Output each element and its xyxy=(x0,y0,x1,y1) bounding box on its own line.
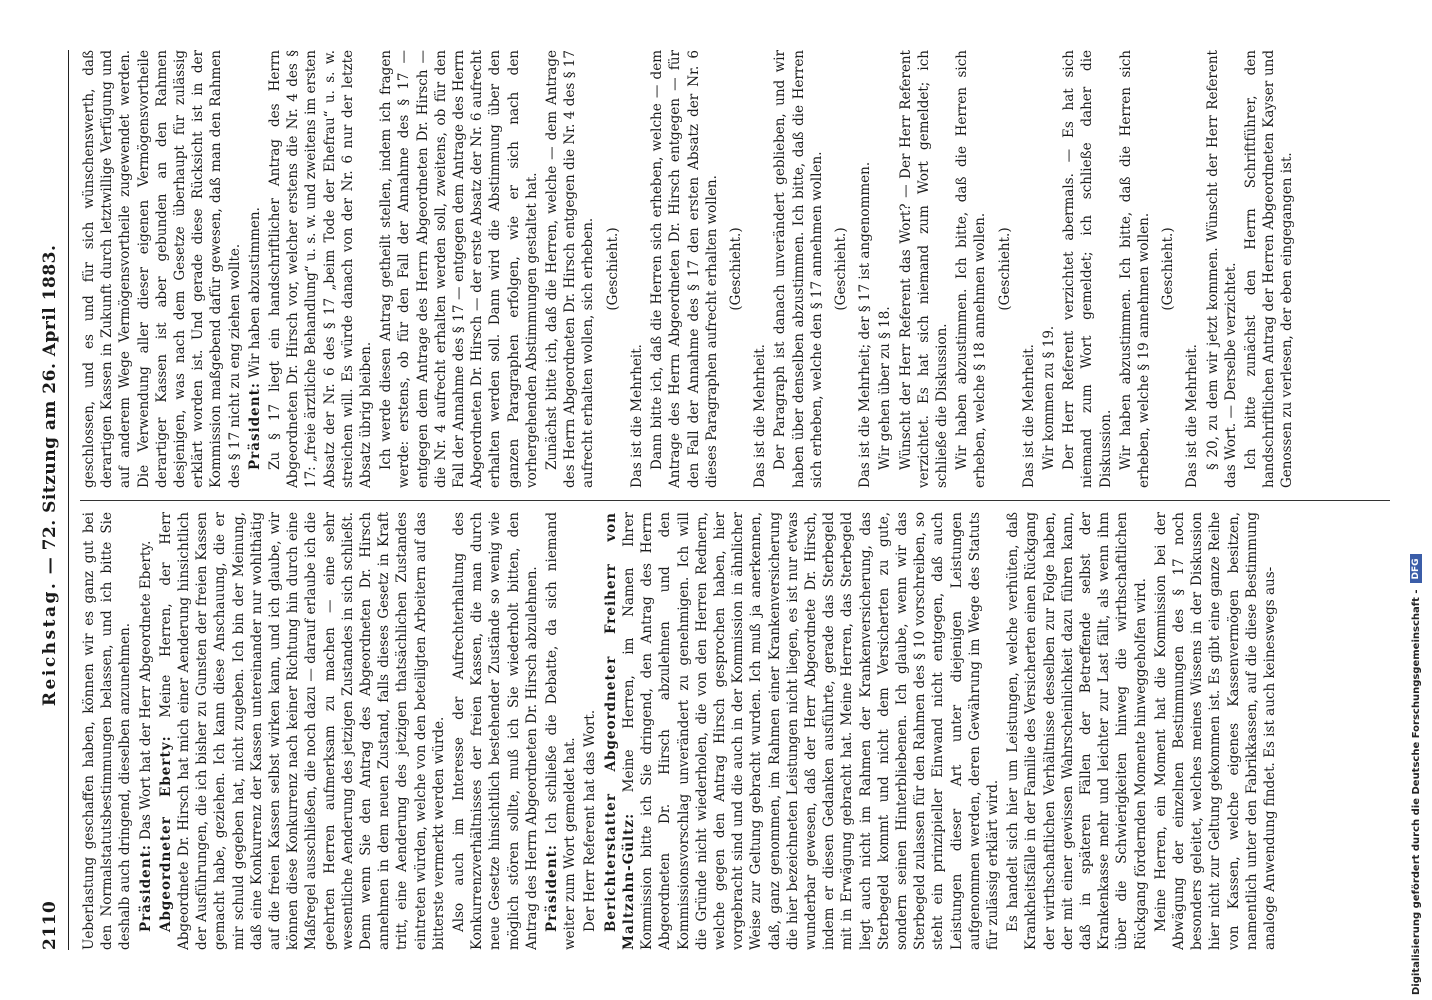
paragraph xyxy=(450,512,541,950)
dfg-watermark xyxy=(1405,5,1427,995)
paragraph-text: Wir haben abzustimmen. Ich bitte, daß die Herren sich erheben, welche § 19 annehmen wollen. xyxy=(1117,50,1152,488)
paragraph-text: Meine Herren, im Namen Ihrer Kommission bitte ich Sie dringend, den Antrag des Herrn Abgeordneten Dr. Hirsch abzulehnen und den Kommissionsvorschlag unverändert zu genehmigen. Ich will die Gründe nicht wiederholen, die von den Herren Rednern, welche gegen den Antrag Hirsch gesprochen haben, hier vorgebracht sind und die auch in der Kommission in ähnlicher Weise zur Geltung gebracht wurden. Ich muß ja anerkennen, daß, ganz genommen, im Rahmen einer Krankenversicherung die hier bezeichneten Leistungen nicht liegen, es ist nur etwas wunderbar gewesen, daß der Herr Abgeordnete Dr. Hirsch, indem er diesen Gedanken ausführte, gerade das Sterbegeld mit in Erwägung gebracht hat. Meine Herren, das Sterbegeld liegt auch nicht im Rahmen der Krankenversicherung, das Sterbegeld kommt und nicht dem Versicherten zu gute, sondern seinen Hinterbliebenen. Ich glaube, wenn wir das Sterbegeld zulassen für den Rahmen des § 10 vorschreiben, so steht ein prinzipieller Einwand nicht entgegen, daß auch Leistungen dieser Art unter diejenigen Leistungen aufgenommen werden, deren Gewährung im Wege des Statuts für zulässig erklärt wird. xyxy=(620,512,1001,950)
speaker-name: Abgeordneter Eberty: xyxy=(157,735,174,932)
paragraph-text: Das ist die Mehrheit; der § 17 ist angenommen. xyxy=(857,161,874,488)
speaker-name: Berichterstatter Abgeordneter Freiherr von Maltzahn-Gültz: xyxy=(602,512,637,950)
stage-direction: (Geschieht.) xyxy=(727,227,744,311)
paragraph xyxy=(543,50,598,488)
paragraph-text: Ueberlastung geschaffen haben, können wir es ganz gut bei den Normalstatutsbestimmungen belassen, und ich bitte Sie deshalb auch dringend, dieselben anzunehmen. xyxy=(81,512,134,950)
paragraph xyxy=(648,50,721,488)
paragraph xyxy=(581,512,599,950)
paragraph-text: Meine Herren, der Herr Abgeordnete Dr. Hirsch hat mich einer Aenderung hinsichtlich der Ausführungen, die ich bisher zu Gunsten der freien Kassen gemacht habe, geziehen. Ich kann diese Anschauung, die er mir schuld gegeben hat, nicht zugeben. Ich bin der Meinung, daß eine Konkurrenz der Kassen untereinander nur wohlthätig auf die freien Kassen selbst wirken kann, und ich glaube, wir können diese Konkurrenz nach keiner Richtung hin durch eine Maßregel ausschließen, die noch dazu — darauf erlaube ich die geehrten Herren aufmerksam zu machen — eine sehr wesentliche Aenderung des jetzigen Zustandes in sich schließt. Denn wenn Sie den Antrag des Abgeordneten Dr. Hirsch annehmen in dem neuen Zustand, falls dieses Gesetz in Kraft tritt, eine Aenderung des jetzigen thatsächlichen Zustandes eintreten würden, welche von den beteiligten Arbeitern auf das bitterste vermerkt werden würde. xyxy=(157,512,447,950)
paragraph-text: Dann bitte ich, daß die Herren sich erheben, welche — dem Antrage des Herrn Abgeordneten Dr. Hirsch entgegen — für den Fall der Annahme des § 17 den ersten Absatz der Nr. 6 dieses Paragraphen aufrecht erhalten wollen. xyxy=(649,50,720,488)
paragraph-text: § 20, zu dem wir jetzt kommen. Wünscht der Herr Referent das Wort. — Derselbe verzichtet. xyxy=(1204,50,1239,488)
speaker-name: Präsident: xyxy=(544,844,561,932)
paragraph-text: Zunächst bitte ich, daß die Herren, welche — dem Antrage des Herrn Abgeordneten Dr. Hirsch entgegen die Nr. 4 des § 17 aufrecht erhalten wollen, sich erheben. xyxy=(544,50,597,488)
paragraph xyxy=(1004,512,1150,950)
stage-direction: (Geschieht.) xyxy=(996,227,1013,311)
paragraph-text: Wir gehen über zu § 18. xyxy=(877,306,894,470)
paragraph-text: Wünscht der Herr Referent das Wort? — Der Herr Referent verzichtet. Es hat sich niemand zum Wort gemeldet; ich schließe die Diskussion. xyxy=(897,50,950,488)
paragraph-text: Wir haben abzustimmen. Ich bitte, daß die Herren sich erheben, welche § 18 annehmen wollen. xyxy=(954,50,989,488)
paragraph-text: Also auch im Interesse der Aufrechterhaltung des Konkurrenzverhältnisses der freien Kassen, die man durch neue Gesetze hinsichtlich bestehender Zustände so wenig wie möglich stören sollte, muß ich Sie wiederholt bitten, den Antrag des Herrn Abgeordneten Dr. Hirsch abzulehnen. xyxy=(451,512,540,950)
paragraph-text: Wir haben abzustimmen. xyxy=(246,207,263,383)
paragraph-text: Wir kommen zu § 19. xyxy=(1040,325,1057,470)
dfg-logo: DFG xyxy=(1410,554,1422,583)
page-title: Reichstag. — 72. Sitzung am 26. April 1883. xyxy=(40,244,60,707)
column-divider xyxy=(80,500,1390,501)
paragraph xyxy=(953,50,989,488)
paragraph xyxy=(377,50,541,488)
paragraph xyxy=(602,512,1002,950)
paragraph xyxy=(628,50,646,488)
paragraph xyxy=(856,50,874,488)
paragraph xyxy=(137,512,155,950)
paragraph xyxy=(543,512,579,950)
page-number: 2110 xyxy=(40,900,60,950)
paragraph xyxy=(1242,50,1297,488)
paragraph-text: Der Paragraph ist danach unverändert geblieben, und wir haben über denselben abzustimmen. Ich bitte, daß die Herren sich erheben, welche den § 17 annehmen wollen. xyxy=(772,50,825,488)
right-column xyxy=(80,50,1400,488)
paragraph-text: Das ist die Mehrheit. xyxy=(628,344,645,488)
paragraph-text: Das ist die Mehrheit. xyxy=(1020,344,1037,488)
paragraph xyxy=(266,50,375,488)
paragraph xyxy=(80,512,135,950)
paragraph xyxy=(1040,50,1058,488)
stage-direction: (Geschieht.) xyxy=(1160,227,1177,311)
paragraph-text: Ich werde diesen Antrag getheilt stellen, indem ich fragen werde: erstens, ob für den Fall der Annahme des § 17 — entgegen dem Antrage des Herrn Abgeordneten Dr. Hirsch — die Nr. 4 aufrecht erhalten werden soll, zweitens, ob für den Fall der Annahme des § 17 — entgegen dem Antrage des Herrn Abgeordneten Dr. Hirsch — der erste Absatz der Nr. 6 aufrecht erhalten werden soll. Dann wird die Abstimmung über den ganzen Paragraphen erfolgen, wie er sich nach den vorhergehenden Abstimmungen gestaltet hat. xyxy=(378,50,540,488)
left-column xyxy=(80,512,1400,950)
page-header xyxy=(40,50,69,950)
paragraph-text: geschlossen, und es und für sich wünschenswerth, daß derartigen Kassen in Zukunft durch letztwillige Verfügung und auf anderem Wege Vermögensvortheile zugewendet werden. Die Verwendung aller dieser eigenen Vermögensvortheile derartiger Kassen ist aber gebunden an den Rahmen desjenigen, was nach dem Gesetze überhaupt für zulässig erklärt worden ist. Und gerade diese Rücksicht ist in der Kommission maßgebend dafür gewesen, daß man den Rahmen des § 17 nicht zu eng ziehen wollte. xyxy=(81,50,243,488)
paragraph xyxy=(771,50,826,488)
paragraph-text: Das ist die Mehrheit. xyxy=(1184,344,1201,488)
paragraph xyxy=(876,50,894,488)
paragraph xyxy=(1117,50,1153,488)
paragraph-text: Das Wort hat der Herr Abgeordnete Eberty. xyxy=(137,540,154,845)
paragraph xyxy=(157,512,448,950)
paragraph xyxy=(897,50,952,488)
speaker-name: Präsident: xyxy=(137,844,154,932)
paragraph-text: Zu § 17 liegt ein handschriftlicher Antrag des Herrn Abgeordneten Dr. Hirsch vor, welcher erstens die Nr. 4 des § 17: „freie ärztliche Behandlung“ u. s. w. und zweitens im ersten Absatz der Nr. 6 des § 17 „beim Tode der Ehefrau“ u. s. w. streichen will. Es würde danach von der Nr. 6 nur der letzte Absatz übrig bleiben. xyxy=(267,50,375,488)
paragraph-text: Der Herr Referent hat das Wort. xyxy=(582,709,599,932)
paragraph-text: Der Herr Referent verzichtet abermals. — Es hat sich niemand zum Wort gemeldet; ich schließe daher die Diskussion. xyxy=(1061,50,1114,488)
paragraph xyxy=(1020,50,1038,488)
paragraph-text: Ich schließe die Debatte, da sich niemand weiter zum Wort gemeldet hat. xyxy=(544,512,579,950)
speaker-name: Präsident: xyxy=(246,382,263,470)
paragraph-text: Es handelt sich hier um Leistungen, welche verhüten, daß Krankheitsfälle in der Familie des Versicherten einen Rückgang der wirthschaftlichen Verhältnisse desselben zur Folge haben, der mit einer gewissen Wahrscheinlichkeit dazu führen kann, daß in späteren Fällen der Betreffende selbst der Krankenkasse mehr und leichter zur Last fällt, als wenn ihm über die Schwierigkeiten hinweg die wirthschaftlichen Rückgang fördernden Momente hinweggeholfen wird. xyxy=(1005,512,1149,950)
paragraph xyxy=(246,50,264,488)
paragraph xyxy=(1152,512,1279,950)
paragraph-text: Meine Herren, ein Moment hat die Kommission bei der Abwägung der einzelnen Bestimmungen des § 17 noch besonders geleitet, welches meines Wissens in der Diskussion hier nicht zur Geltung gekommen ist. Es gibt eine ganze Reihe von Kassen, welche eigenes Kassenvermögen besitzen, namentlich unter den Fabrikkassen, auf die diese Bestimmung analoge Anwendung findet. Es ist auch keineswegs aus- xyxy=(1152,512,1278,950)
stage-direction: (Geschieht.) xyxy=(604,227,621,311)
watermark-text: Digitalisierung gefördert durch die Deutsche Forschungsgemeinschaft - xyxy=(1410,589,1422,995)
paragraph xyxy=(80,50,244,488)
paragraph xyxy=(1060,50,1115,488)
paragraph-text: Das ist die Mehrheit. xyxy=(752,344,769,488)
paragraph-text: Ich bitte zunächst den Herrn Schriftführer, den handschriftlichen Antrag der Herren Abgeordneten Kayser und Genossen zu verlesen, der eben eingegangen ist. xyxy=(1242,50,1296,488)
rotated-page xyxy=(40,50,1410,950)
stage-direction: (Geschieht.) xyxy=(832,227,849,311)
paragraph xyxy=(1204,50,1240,488)
paragraph xyxy=(1183,50,1201,488)
paragraph xyxy=(751,50,769,488)
